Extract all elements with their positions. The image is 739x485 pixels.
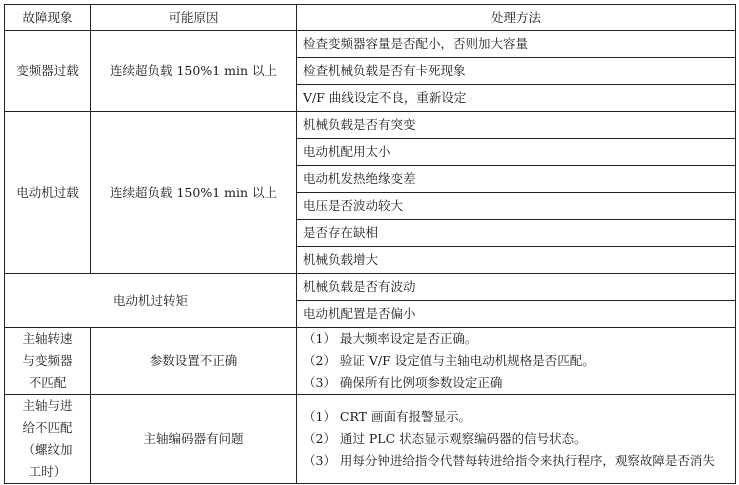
method-cell — [297, 395, 736, 484]
cause-cell: 连续超负载 150%1 min 以上 — [91, 31, 297, 112]
cause-cell: 连续超负载 150%1 min 以上 — [91, 112, 297, 274]
phenomenon-cell: 变频器过载 — [5, 31, 91, 112]
method-line: （1） CRT 画面有报警显示。 — [303, 409, 471, 424]
method-cell: V/F 曲线设定不良，重新设定 — [297, 85, 736, 112]
header-row — [5, 5, 736, 31]
method-cell: 电压是否波动较大 — [297, 193, 736, 220]
method-line: （2） 验证 V/F 设定值与主轴电动机规格是否匹配。 — [303, 353, 595, 368]
table-row — [5, 274, 736, 301]
header-cause: 可能原因 — [91, 5, 297, 31]
phenomenon-line: 不匹配 — [28, 375, 67, 390]
phenomenon-cell: 电动机过载 — [5, 112, 91, 274]
method-cell: 电动机配用太小 — [297, 139, 736, 166]
header-phenomenon: 故障现象 — [5, 5, 91, 31]
phenomenon-line: 工时） — [28, 464, 67, 479]
merged-phenomenon-cell: 电动机过转矩 — [5, 274, 297, 328]
method-cell: 机械负载增大 — [297, 247, 736, 274]
method-cell: 检查机械负载是否有卡死现象 — [297, 58, 736, 85]
table-row — [5, 395, 736, 484]
phenomenon-cell — [5, 328, 91, 395]
phenomenon-line: 主轴与进 — [22, 398, 73, 413]
method-cell: 机械负载是否有波动 — [297, 274, 736, 301]
method-cell: 是否存在缺相 — [297, 220, 736, 247]
phenomenon-cell — [5, 395, 91, 484]
phenomenon-line: （螺纹加 — [22, 442, 73, 457]
method-line: （1） 最大频率设定是否正确。 — [303, 331, 478, 346]
method-line: （3） 确保所有比例项参数设定正确 — [303, 375, 503, 390]
table-row — [5, 112, 736, 139]
cause-cell: 参数设置不正确 — [91, 328, 297, 395]
phenomenon-line: 给不匹配 — [22, 420, 73, 435]
phenomenon-line: 与变频器 — [22, 353, 73, 368]
method-line: （2） 通过 PLC 状态显示观察编码器的信号状态。 — [303, 431, 587, 446]
phenomenon-line: 主轴转速 — [22, 331, 73, 346]
header-method: 处理方法 — [297, 5, 736, 31]
method-line: （3） 用每分钟进给指令代替每转进给指令来执行程序，观察故障是否消失 — [303, 453, 715, 468]
method-cell: 电动机配置是否偏小 — [297, 301, 736, 328]
method-cell: 检查变频器容量是否配小，否则加大容量 — [297, 31, 736, 58]
method-cell: 电动机发热绝缘变差 — [297, 166, 736, 193]
table-row — [5, 31, 736, 58]
method-cell: 机械负载是否有突变 — [297, 112, 736, 139]
method-cell — [297, 328, 736, 395]
fault-table — [4, 4, 736, 484]
table-row — [5, 328, 736, 395]
cause-cell: 主轴编码器有问题 — [91, 395, 297, 484]
